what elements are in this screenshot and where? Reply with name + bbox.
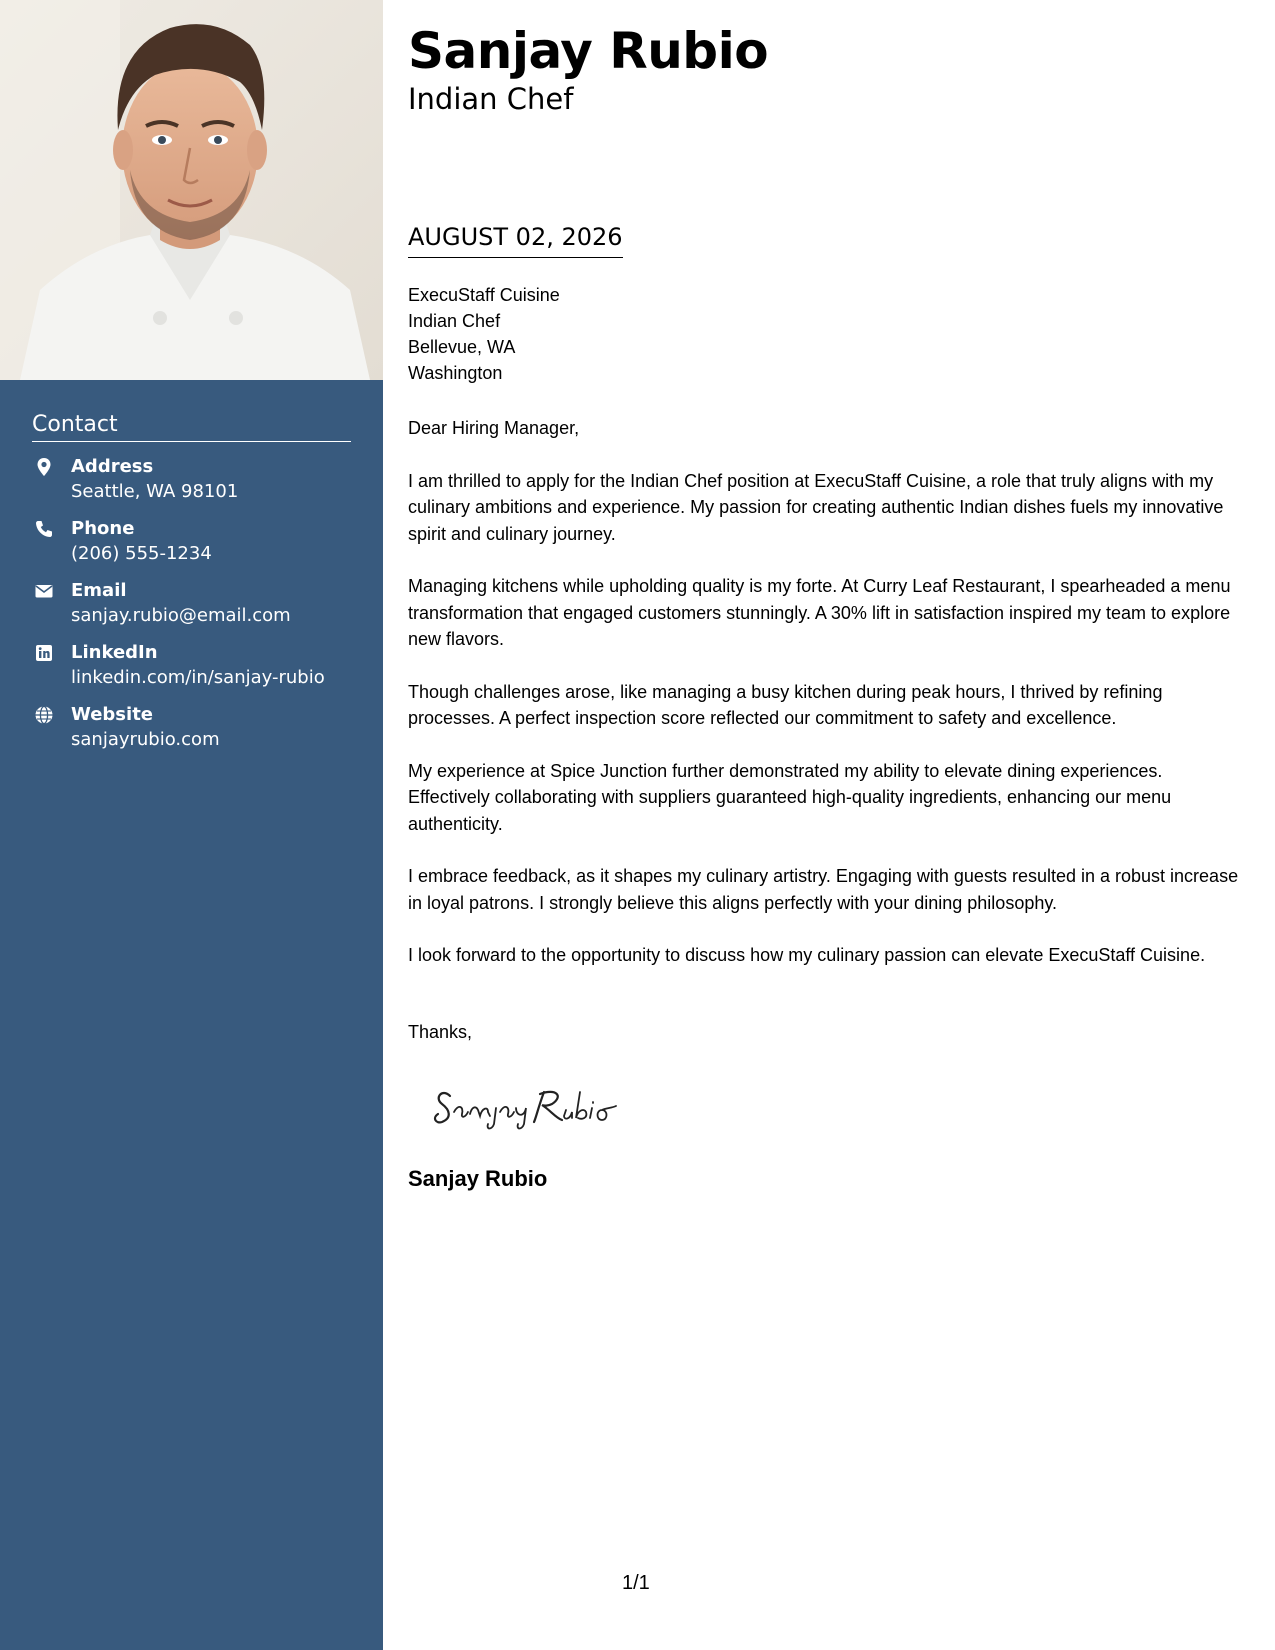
chef-portrait-image: [0, 0, 383, 380]
letter-paragraph: I look forward to the opportunity to discuss how my culinary passion can elevate ExecuStaff Cuisine.: [408, 945, 1206, 965]
location-pin-icon: [34, 457, 54, 477]
contact-heading: Contact: [32, 412, 351, 442]
recipient-block: [408, 282, 560, 386]
page-number: 1/1: [622, 1572, 650, 1594]
salutation: Dear Hiring Manager,: [408, 418, 580, 438]
globe-icon: [34, 705, 54, 725]
sidebar: [0, 0, 383, 1650]
phone-label: Phone: [71, 518, 135, 539]
letter-paragraph: I embrace feedback, as it shapes my culinary artistry. Engaging with guests resulted in a robust increase in loyal patrons. I strongly believe this aligns perfectly with your dining philosophy.: [408, 866, 1239, 913]
letter-paragraph: I am thrilled to apply for the Indian Chef position at ExecuStaff Cuisine, a role that truly aligns with my culinary ambitions and experience. My passion for creating authentic Indian dishes fuels my innovative spirit and culinary journey.: [408, 470, 1224, 544]
address-label: Address: [71, 456, 154, 477]
contact-section: [32, 412, 351, 752]
handwritten-signature: [432, 1078, 652, 1137]
envelope-icon: [34, 581, 54, 601]
recipient-city: Bellevue, WA: [408, 337, 516, 357]
contact-linkedin: [32, 640, 351, 690]
letter-date: AUGUST 02, 2026: [408, 223, 623, 258]
letter-closing: Thanks,: [408, 1022, 473, 1042]
linkedin-value[interactable]: linkedin.com/in/sanjay-rubio: [71, 667, 325, 688]
applicant-role: Indian Chef: [408, 82, 574, 116]
contact-email: [32, 578, 351, 628]
profile-photo: [0, 0, 383, 380]
letter-body: [408, 415, 1248, 995]
recipient-company: ExecuStaff Cuisine: [408, 285, 560, 305]
phone-value: (206) 555-1234: [71, 543, 212, 564]
email-label: Email: [71, 580, 127, 601]
letter-paragraph: My experience at Spice Junction further demonstrated my ability to elevate dining experiences. Effectively collaborating with suppliers guaranteed high-quality ingredients, enhancing our menu authenticity.: [408, 760, 1172, 834]
contact-phone: [32, 516, 351, 566]
phone-icon: [34, 519, 54, 539]
signature-name: Sanjay Rubio: [408, 1166, 548, 1191]
applicant-name: Sanjay Rubio: [408, 22, 769, 80]
linkedin-icon: [34, 643, 54, 663]
contact-website: [32, 702, 351, 752]
email-value: sanjay.rubio@email.com: [71, 605, 291, 626]
address-value: Seattle, WA 98101: [71, 481, 239, 502]
letter-paragraph: Managing kitchens while upholding quality is my forte. At Curry Leaf Restaurant, I spearheaded a menu transformation that engaged customers stunningly. A 30% lift in satisfaction inspired my team to explore new flavors.: [408, 576, 1231, 649]
recipient-state: Washington: [408, 363, 503, 383]
website-label: Website: [71, 704, 154, 725]
contact-address: [32, 454, 351, 504]
recipient-position: Indian Chef: [408, 311, 501, 331]
linkedin-label: LinkedIn: [71, 642, 158, 663]
website-value[interactable]: sanjayrubio.com: [71, 729, 220, 750]
letter-paragraph: Though challenges arose, like managing a busy kitchen during peak hours, I thrived by refining processes. A perfect inspection score reflected our commitment to safety and excellence.: [408, 681, 1163, 728]
